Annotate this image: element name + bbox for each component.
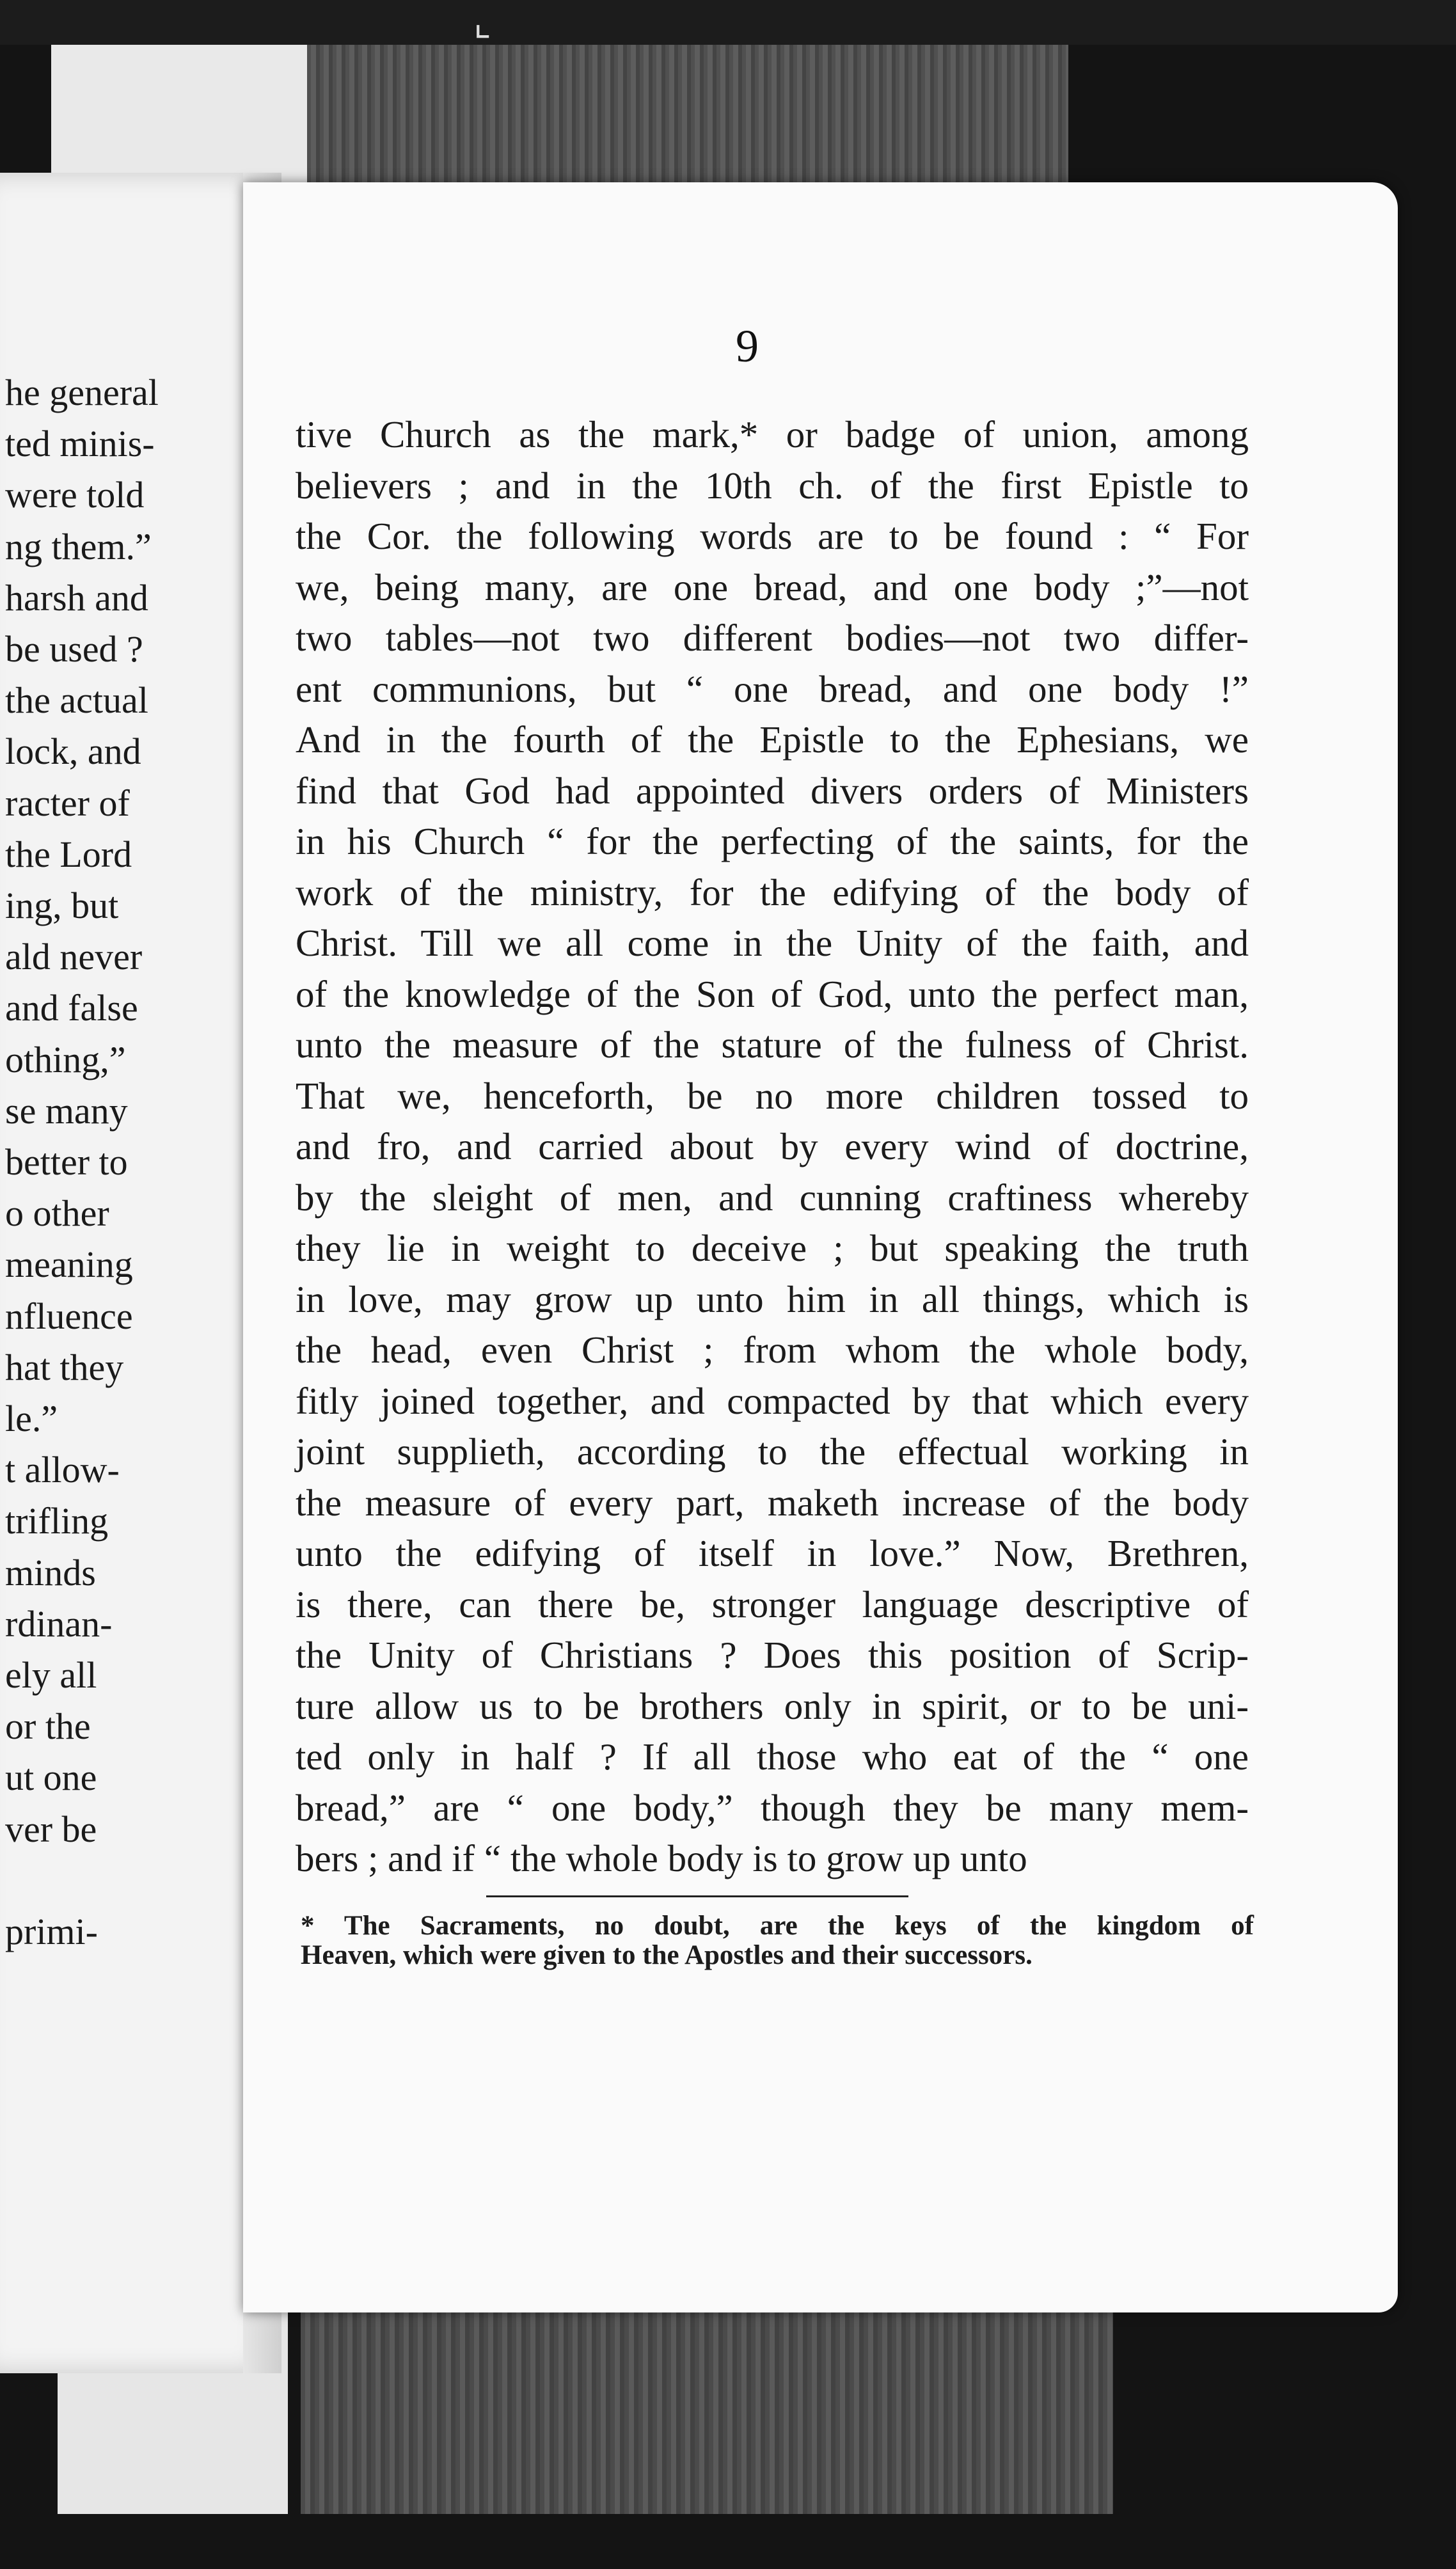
scan-background-top bbox=[0, 0, 1456, 45]
page-number: 9 bbox=[736, 320, 759, 372]
left-page-line: trifling bbox=[5, 1500, 109, 1542]
body-line: by the sleight of men, and cunning craftiness whereby bbox=[296, 1176, 1249, 1219]
body-line: That we, henceforth, be no more children tossed to bbox=[296, 1074, 1249, 1117]
binding-strip-top bbox=[307, 45, 1068, 192]
body-line: ture allow us to be brothers only in spirit, or to be uni- bbox=[296, 1684, 1249, 1727]
left-page-line: rdinan- bbox=[5, 1602, 113, 1645]
footnote-line: * The Sacraments, no doubt, are the keys of the kingdom of bbox=[301, 1911, 1254, 1941]
left-page-line: and false bbox=[5, 987, 138, 1029]
body-line: And in the fourth of the Epistle to the Ephesians, we bbox=[296, 718, 1249, 761]
body-line: they lie in weight to deceive ; but speaking the truth bbox=[296, 1227, 1249, 1269]
left-page-line: racter of bbox=[5, 782, 130, 824]
body-line: Christ. Till we all come in the Unity of the faith, and bbox=[296, 922, 1249, 964]
left-page-line: ng them.” bbox=[5, 525, 152, 567]
body-line: fitly joined together, and compacted by that which every bbox=[296, 1379, 1249, 1422]
left-page-line: lock, and bbox=[5, 731, 141, 773]
body-line: two tables—not two different bodies—not two differ- bbox=[296, 617, 1249, 659]
left-page-line: hat they bbox=[5, 1346, 124, 1388]
body-line: is there, can there be, stronger language descriptive of bbox=[296, 1583, 1249, 1625]
left-page-line: se many bbox=[5, 1089, 128, 1132]
body-line: tive Church as the mark,* or badge of union, among bbox=[296, 413, 1249, 455]
body-line: in love, may grow up unto him in all things, which is bbox=[296, 1277, 1249, 1320]
left-page-line: le.” bbox=[5, 1398, 58, 1439]
body-line: the Cor. the following words are to be found : “ For bbox=[296, 515, 1249, 557]
body-line: bers ; and if “ the whole body is to grow up unto bbox=[296, 1837, 1027, 1879]
left-page-line: he general bbox=[5, 372, 159, 413]
body-line: believers ; and in the 10th ch. of the first Epistle to bbox=[296, 464, 1249, 507]
left-page-line: the Lord bbox=[5, 833, 132, 875]
body-line: work of the ministry, for the edifying of the body of bbox=[296, 871, 1249, 913]
left-page-line: o other bbox=[5, 1192, 109, 1235]
footnote-line: Heaven, which were given to the Apostles and their successors. bbox=[301, 1940, 1033, 1970]
left-page-line: ely all bbox=[5, 1654, 97, 1696]
left-page-line: othing,” bbox=[5, 1038, 126, 1080]
body-line: the head, even Christ ; from whom the whole body, bbox=[296, 1329, 1249, 1371]
body-line: find that God had appointed divers orders of Ministers bbox=[296, 769, 1249, 812]
body-line: of the knowledge of the Son of God, unto the perfect man, bbox=[296, 972, 1249, 1015]
body-line: ent communions, but “ one bread, and one body !” bbox=[296, 667, 1249, 710]
body-line: the Unity of Christians ? Does this position of Scrip- bbox=[296, 1634, 1249, 1676]
left-page-line: ted minis- bbox=[5, 423, 155, 465]
left-page-line: the actual bbox=[5, 679, 148, 722]
binding-strip-bottom bbox=[301, 2303, 1113, 2514]
left-page-line: or the bbox=[5, 1705, 91, 1748]
body-line: unto the measure of the stature of the fulness of Christ. bbox=[296, 1024, 1249, 1066]
left-page-line: primi- bbox=[5, 1911, 98, 1952]
left-page-line: t allow- bbox=[5, 1449, 120, 1491]
left-page-line: meaning bbox=[5, 1244, 133, 1286]
body-line: the measure of every part, maketh increase of the body bbox=[296, 1481, 1249, 1524]
left-page-line: ald never bbox=[5, 936, 143, 978]
footnote-rule bbox=[486, 1895, 908, 1897]
body-line: bread,” are “ one body,” though they be many mem- bbox=[296, 1786, 1249, 1829]
footnote bbox=[301, 1911, 1254, 1970]
left-page-line: ut one bbox=[5, 1757, 97, 1799]
left-page-line: were told bbox=[5, 474, 145, 516]
left-page-line: harsh and bbox=[5, 576, 148, 619]
left-page-line: nfluence bbox=[5, 1295, 133, 1337]
page-edge-top bbox=[51, 45, 307, 186]
body-line: we, being many, are one bread, and one body ;”—not bbox=[296, 565, 1249, 608]
scan-mark: ⌞ bbox=[473, 1, 492, 43]
body-line: in his Church “ for the perfecting of the saints, for the bbox=[296, 820, 1249, 862]
left-page-line: ver be bbox=[5, 1808, 97, 1850]
body-line: unto the edifying of itself in love.” Now, Brethren, bbox=[296, 1532, 1249, 1574]
body-text bbox=[296, 409, 1249, 1885]
body-line: joint supplieth, according to the effectual working in bbox=[296, 1430, 1249, 1473]
left-page-line: be used ? bbox=[5, 628, 143, 670]
left-page bbox=[0, 173, 281, 2373]
body-line: and fro, and carried about by every wind of doctrine, bbox=[296, 1125, 1249, 1167]
left-page-line: ing, but bbox=[5, 885, 119, 926]
left-page-line: better to bbox=[5, 1141, 128, 1183]
body-line: ted only in half ? If all those who eat of the “ one bbox=[296, 1735, 1249, 1778]
left-page-line: minds bbox=[5, 1551, 96, 1593]
